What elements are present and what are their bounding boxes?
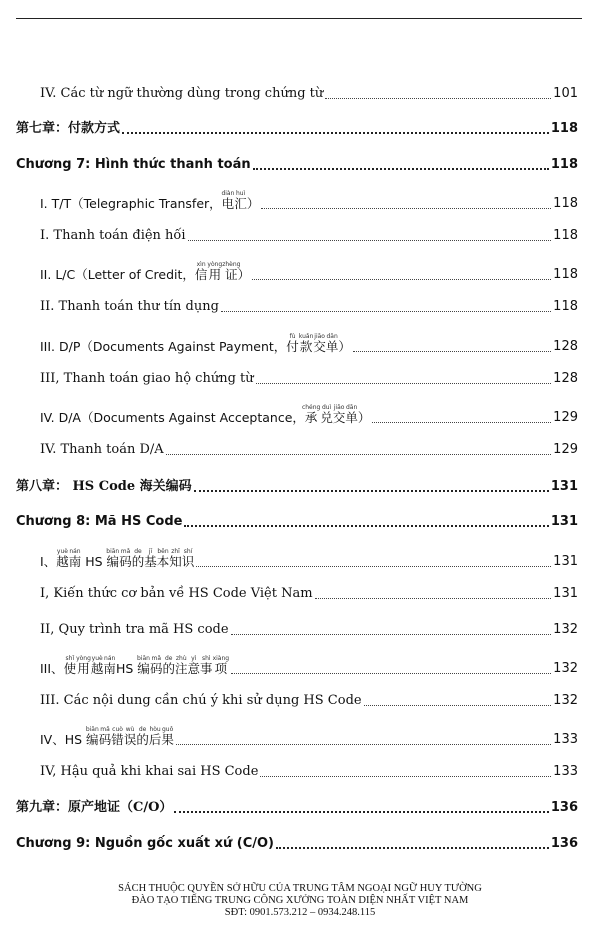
toc-entry-title: 第九章：原产地证（C/O） (16, 800, 173, 815)
toc-entry (0, 404, 600, 426)
toc-entry-title: IV. Các từ ngữ thường dùng trong chứng từ (40, 86, 324, 101)
toc-entry-title: III. Các nội dung cần chú ý khi sử dụng HS Code (40, 693, 362, 708)
toc-entry-title: III、使shǐ用yòng越yuè南nánHS 编biān码mǎ的de注zhù意yì事shì项xiàng (40, 655, 230, 676)
toc-page-number: 131 (553, 554, 578, 569)
dot-leader (196, 566, 551, 567)
ruby-char: 码mǎ (149, 655, 163, 676)
toc-page-number: 128 (553, 371, 578, 386)
toc-page-number: 131 (553, 586, 578, 601)
dot-leader (372, 422, 551, 423)
toc-entry (0, 830, 600, 852)
toc-entry (0, 436, 600, 458)
toc-entry (0, 293, 600, 315)
toc-page-number: 128 (553, 339, 578, 354)
footer-line-3: SĐT: 0901.573.212 – 0934.248.115 (224, 907, 376, 918)
ruby-char: 南nán (68, 548, 82, 569)
toc-page-number: 118 (553, 299, 578, 314)
ruby-char: 误wù (123, 726, 137, 747)
dot-leader (166, 454, 551, 455)
toc-entry-title: IV. D/A（Documents Against Acceptance，承chéng兑duì交jiāo单dān） (40, 404, 371, 425)
dot-leader (353, 351, 551, 352)
toc-entry-title: I, Kiến thức cơ bản về HS Code Việt Nam (40, 586, 313, 601)
toc-entry-title: III. D/P（Documents Against Payment，付fù款kuǎn交jiāo单dān） (40, 333, 351, 354)
ruby-char: 知zhī (169, 548, 182, 569)
ruby-char: 的de (131, 548, 145, 569)
toc-entry-title: IV、HS 编biān码mǎ错cuò误wù的de后hòu果guǒ (40, 726, 174, 747)
ruby-char: 识shí (181, 548, 195, 569)
toc-entry (0, 80, 600, 102)
dot-leader (231, 634, 552, 635)
ruby-char: 用yòng (76, 655, 91, 676)
dot-leader (194, 490, 549, 492)
dot-leader (252, 279, 551, 280)
ruby-char: 兑duì (320, 404, 333, 425)
ruby-char: 果guǒ (161, 726, 174, 747)
toc-entry-title: IV. Thanh toán D/A (40, 442, 164, 457)
toc-page-number: 133 (553, 732, 578, 747)
toc-entry-title: Chương 9: Nguồn gốc xuất xứ (C/O) (16, 836, 275, 851)
ruby-char: 意yì (187, 655, 201, 676)
toc-entry-title: Chương 7: Hình thức thanh toán (16, 157, 251, 172)
dot-leader (315, 598, 552, 599)
ruby-char: 单dān (325, 333, 339, 354)
dot-leader (221, 311, 551, 312)
toc-entry-title: IV, Hậu quả khi khai sai HS Code (40, 764, 259, 779)
ruby-char: 电diàn (221, 190, 235, 211)
ruby-char: 付fù (286, 333, 299, 354)
ruby-char: 事shì (200, 655, 213, 676)
toc-page-number: 132 (553, 622, 578, 637)
toc-page-number: 118 (550, 121, 578, 136)
toc-page-number: 131 (550, 514, 578, 529)
dot-leader (176, 744, 551, 745)
toc-entry (0, 473, 600, 495)
ruby-char: 使shǐ (63, 655, 77, 676)
dot-leader (256, 383, 552, 384)
toc-entry-title: I. T/T（Telegraphic Transfer，电diàn汇huì） (40, 190, 260, 211)
dot-leader (364, 705, 552, 706)
toc-page-number: 118 (550, 157, 578, 172)
ruby-char: 信xìn (194, 261, 208, 282)
toc-entry (0, 580, 600, 602)
toc-entry (0, 758, 600, 780)
ruby-char: 编biān (137, 655, 150, 676)
toc-entry-title: 第八章： HS Code 海关编码 (16, 479, 192, 494)
ruby-char: 款kuǎn (298, 333, 314, 354)
toc-page-number: 136 (550, 836, 578, 851)
toc-entry (0, 726, 600, 748)
ruby-char: 南nán (103, 655, 116, 676)
ruby-char: 基jī (144, 548, 157, 569)
ruby-char: 项xiàng (212, 655, 230, 676)
toc-entry-title: III, Thanh toán giao hộ chứng từ (40, 371, 254, 386)
ruby-char: 编biān (106, 548, 120, 569)
toc-page-number: 132 (553, 693, 578, 708)
ruby-char: 本běn (156, 548, 170, 569)
ruby-char: 单dān (345, 404, 358, 425)
toc-page-number: 129 (553, 410, 578, 425)
dot-leader (325, 98, 551, 99)
ruby-char: 越yuè (90, 655, 104, 676)
toc-entry (0, 151, 600, 173)
toc-entry (0, 616, 600, 638)
toc-entry-title: 第七章：付款方式 (16, 121, 121, 136)
ruby-char: 交jiāo (313, 333, 326, 354)
toc-entry-title: I. Thanh toán điện hối (40, 228, 186, 243)
toc-entry (0, 687, 600, 709)
ruby-char: 用yòng (207, 261, 223, 282)
dot-leader (122, 132, 549, 134)
toc-page-number: 131 (550, 479, 578, 494)
toc-entry (0, 655, 600, 677)
toc-entry-title: I、越yuè南nán HS 编biān码mǎ的de基jī本běn知zhī识shí (40, 548, 195, 569)
ruby-char: 汇huì (234, 190, 247, 211)
toc-entry (0, 508, 600, 530)
ruby-char: 后hòu (148, 726, 162, 747)
dot-leader (276, 847, 549, 849)
dot-leader (184, 525, 548, 527)
toc-page-number: 118 (553, 196, 578, 211)
toc-entry-title: Chương 8: Mã HS Code (16, 514, 183, 529)
ruby-char: 承chéng (301, 404, 321, 425)
dot-leader (261, 208, 551, 209)
toc-entry (0, 261, 600, 283)
ruby-char: 码mǎ (98, 726, 112, 747)
toc-entry (0, 115, 600, 137)
ruby-char: 的de (136, 726, 149, 747)
toc-entry (0, 333, 600, 355)
toc-entry-title: II, Quy trình tra mã HS code (40, 622, 229, 637)
dot-leader (260, 776, 551, 777)
ruby-char: 交jiāo (332, 404, 346, 425)
header-rule (16, 18, 582, 19)
toc-page-number: 101 (553, 86, 578, 101)
ruby-char: 的de (162, 655, 176, 676)
toc-entry-title: II. L/C（Letter of Credit，信xìn用yòng证zhèng） (40, 261, 251, 282)
footer-line-2: ĐÀO TẠO TIẾNG TRUNG CÔNG XƯỞNG TOÀN DIỆN NHẤT VIỆT NAM (131, 895, 469, 906)
dot-leader (253, 168, 549, 170)
ruby-char: 码mǎ (119, 548, 132, 569)
toc-page-number: 132 (553, 661, 578, 676)
toc-entry-title: II. Thanh toán thư tín dụng (40, 299, 219, 314)
dot-leader (188, 240, 552, 241)
toc-page-number: 133 (553, 764, 578, 779)
ruby-char: 错cuò (111, 726, 124, 747)
footer (0, 883, 600, 919)
toc-entry (0, 794, 600, 816)
toc-page-number: 136 (550, 800, 578, 815)
toc-page-number: 118 (553, 267, 578, 282)
toc-entry (0, 222, 600, 244)
toc-page-number: 129 (553, 442, 578, 457)
ruby-char: 注zhù (175, 655, 188, 676)
ruby-char: 编biān (85, 726, 99, 747)
toc-entry (0, 365, 600, 387)
toc-entry (0, 548, 600, 570)
dot-leader (231, 673, 551, 674)
footer-line-1: SÁCH THUỘC QUYỀN SỞ HỮU CỦA TRUNG TÂM NGOẠI NGỮ HUY TƯỜNG (118, 883, 482, 894)
toc-entry (0, 190, 600, 212)
toc-page-number: 118 (553, 228, 578, 243)
dot-leader (174, 811, 548, 813)
ruby-char: 证zhèng (222, 261, 241, 282)
ruby-char: 越yuè (56, 548, 69, 569)
